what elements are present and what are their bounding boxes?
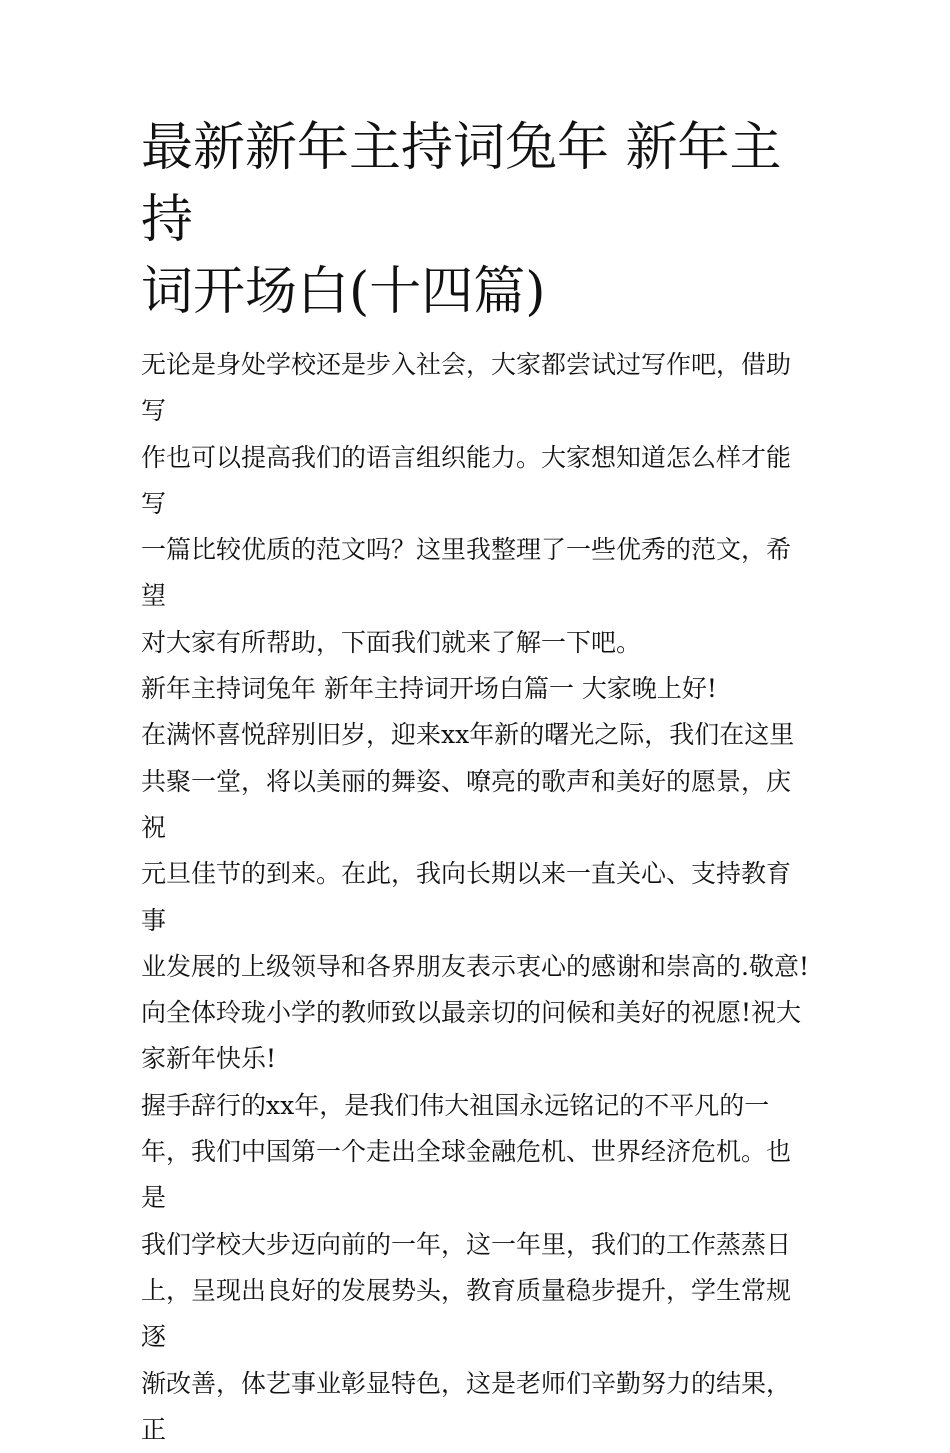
section-heading-paragraph: 新年主持词兔年 新年主持词开场白篇一 大家晚上好! (141, 674, 717, 704)
document-page (141, 112, 813, 1453)
body-paragraph: 在满怀喜悦辞别旧岁，迎来xx年新的曙光之际，我们在这里 共聚一堂，将以美丽的舞姿、嘹亮的歌声和美好的愿景，庆祝 元旦佳节的到来。在此，我向长期以来一直关心、支持教育事 业发展的上级领导和各界朋友表示衷心的感谢和崇高的.敬意! 向全体玲珑小学的教师致以最亲切的问候和美好的祝愿!祝大 家新年快乐! (141, 720, 809, 1074)
intro-paragraph: 无论是身处学校还是步入社会，大家都尝试过写作吧，借助写 作也可以提高我们的语言组织能力。大家想知道怎么样才能写 一篇比较优质的范文吗？这里我整理了一些优秀的范文，希望 对大家有所帮助，下面我们就来了解一下吧。 (141, 350, 792, 657)
document-title: 最新新年主持词兔年 新年主持 词开场白(十四篇) (141, 118, 782, 322)
document-body (141, 342, 813, 1453)
body-paragraph: 握手辞行的xx年，是我们伟大祖国永远铭记的不平凡的一 年，我们中国第一个走出全球金融危机、世界经济危机。也是 我们学校大步迈向前的一年，这一年里，我们的工作蒸蒸日 上，呈现出良好的发展势头，教育质量稳步提升，学生常规逐 渐改善，体艺事业彰显特色，这是老师们辛勤努力的结果，正 (141, 1090, 792, 1444)
